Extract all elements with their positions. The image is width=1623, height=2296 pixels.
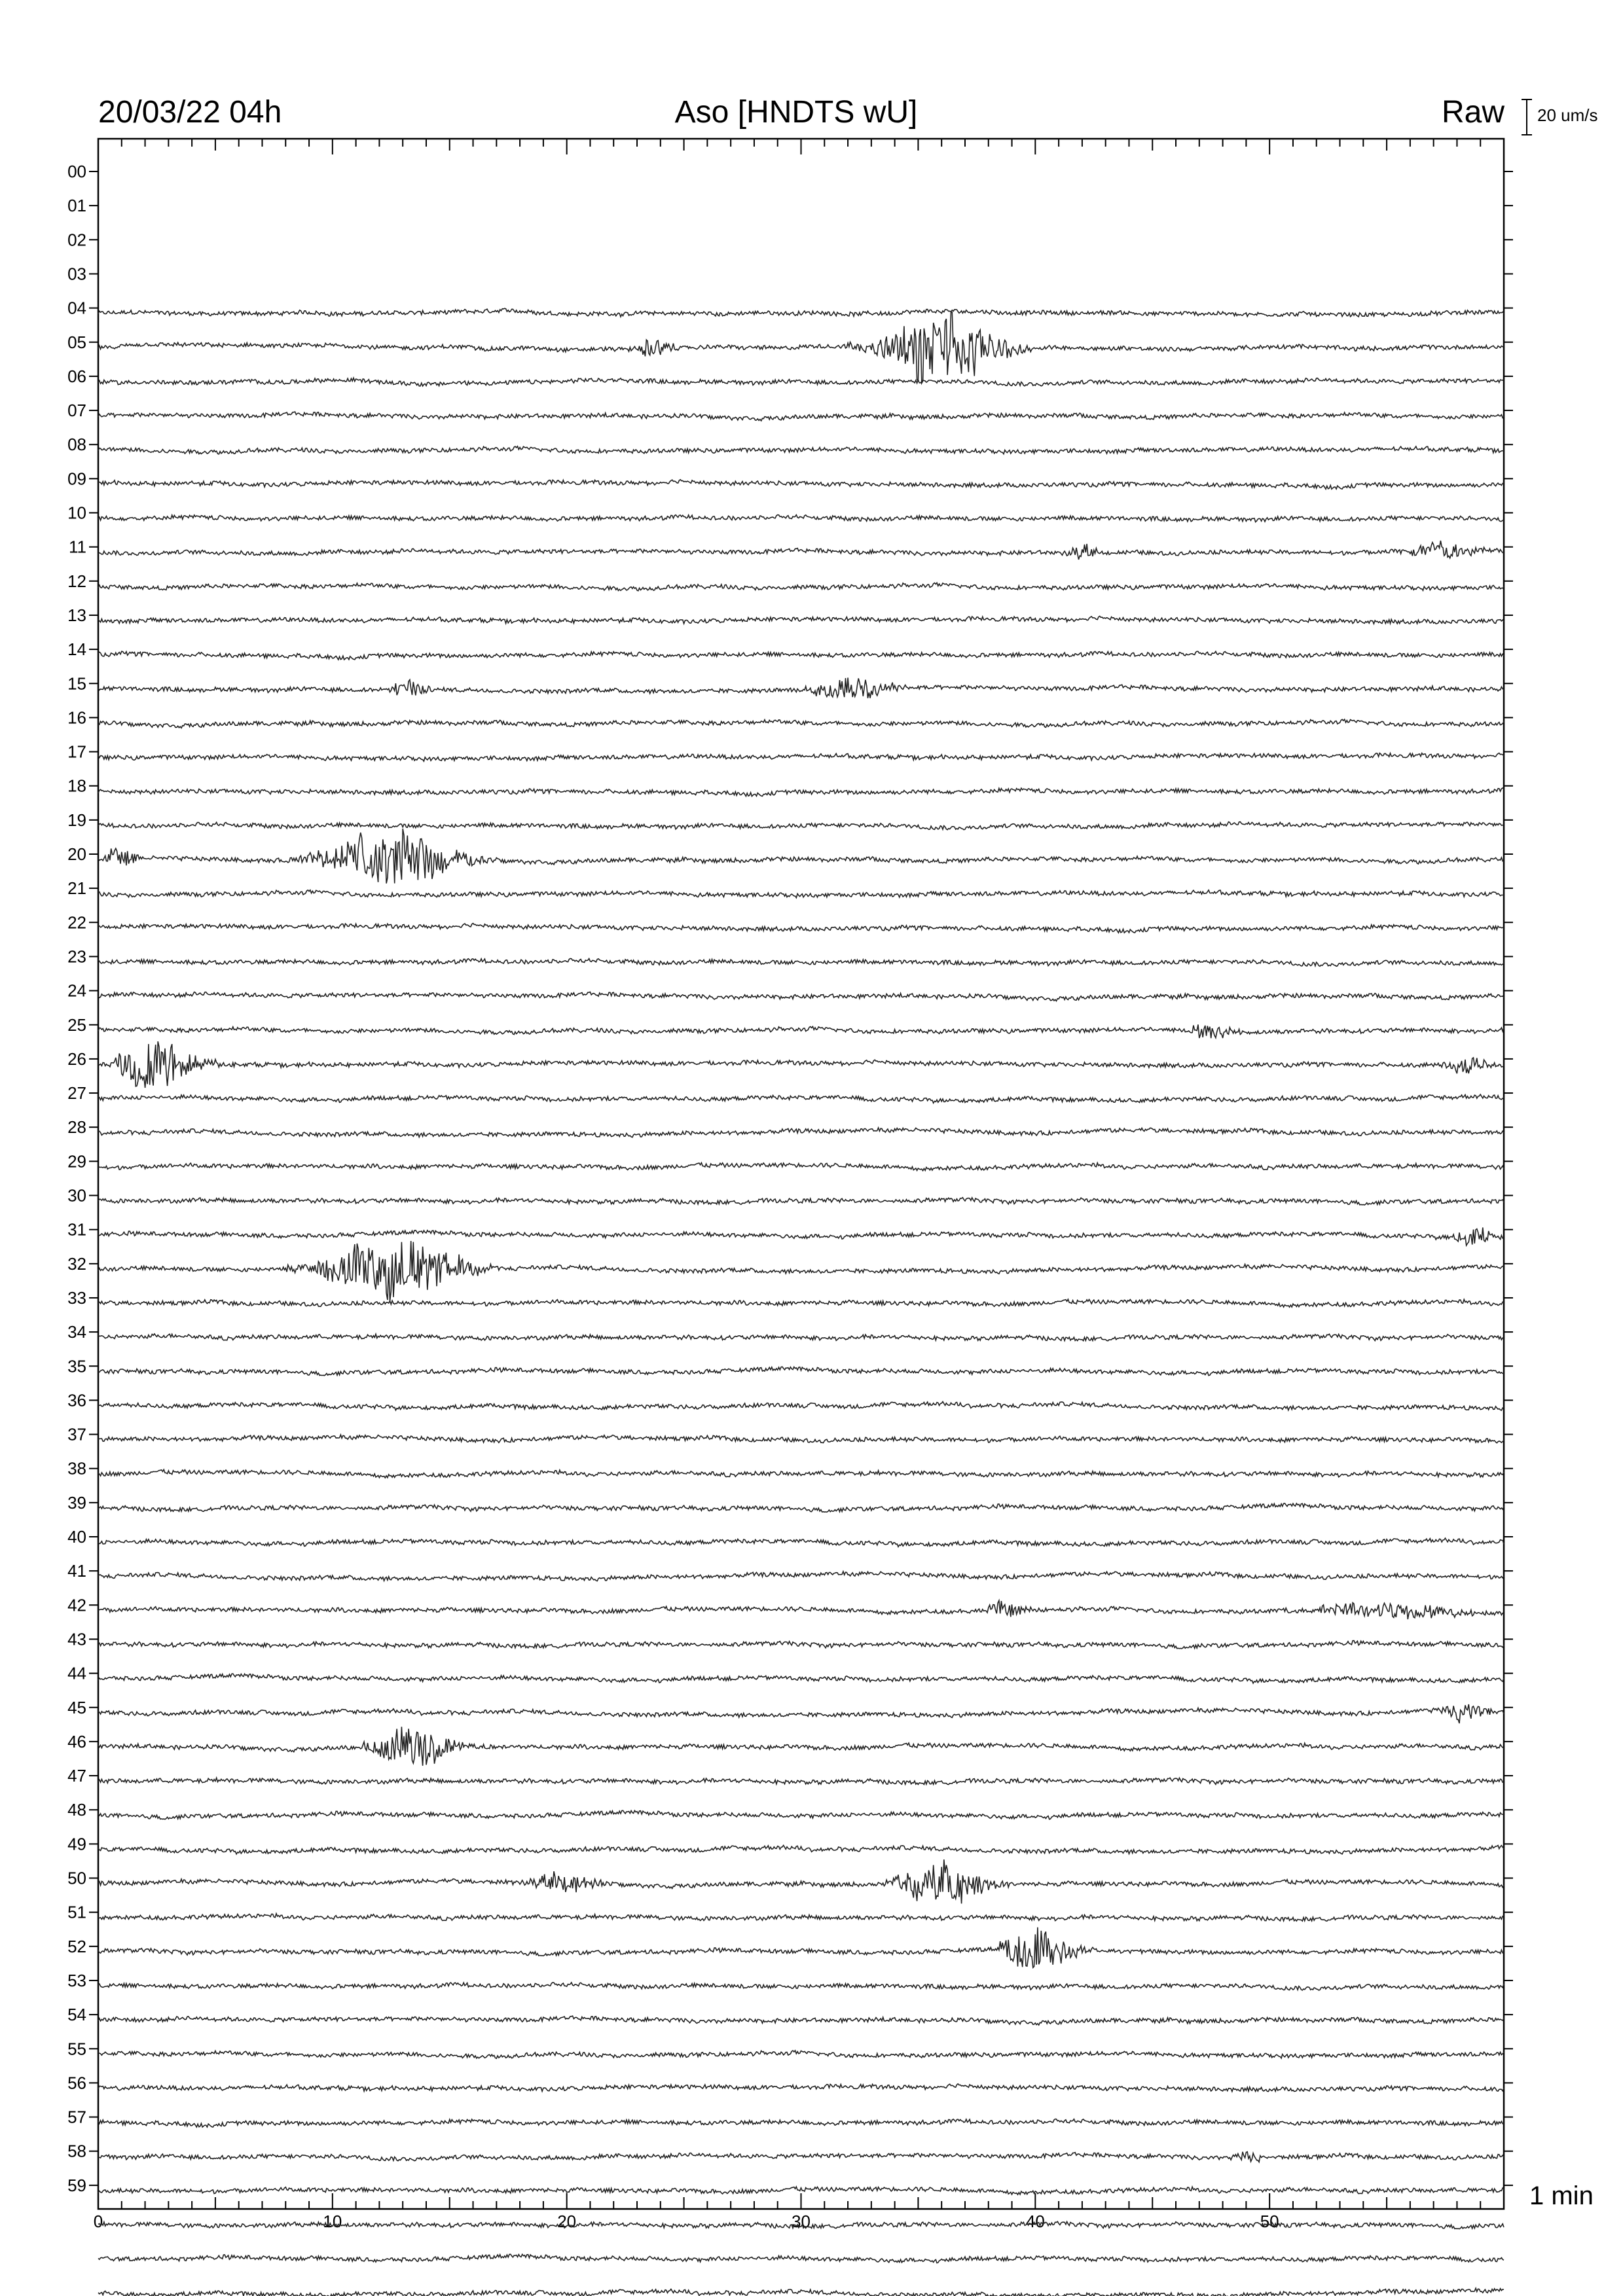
row-label: 37: [67, 1424, 86, 1444]
trace-line: [98, 1914, 1504, 1921]
row-label: 42: [67, 1595, 86, 1615]
trace-line: [98, 541, 1504, 560]
row-label: 01: [67, 196, 86, 216]
row-label: 53: [67, 1970, 86, 1990]
trace-line: [98, 1704, 1504, 1723]
date-hour-label: 20/03/22 04h: [98, 95, 282, 130]
trace-line: [98, 1469, 1504, 1478]
row-label: 16: [67, 708, 86, 728]
trace-line: [98, 312, 1504, 384]
trace-line: [98, 1859, 1504, 1903]
trace-line: [98, 1094, 1504, 1103]
trace-line: [98, 1928, 1504, 1968]
trace-line: [98, 1571, 1504, 1581]
trace-line: [98, 677, 1504, 698]
row-label: 17: [67, 742, 86, 762]
trace-line: [98, 1128, 1504, 1138]
trace-line: [98, 1041, 1504, 1088]
trace-line: [98, 2051, 1504, 2058]
x-tick-label: 40: [1025, 2212, 1045, 2231]
row-labels: [67, 162, 1513, 2195]
row-label: 28: [67, 1117, 86, 1138]
row-label: 10: [67, 503, 86, 523]
trace-line: [98, 1435, 1504, 1443]
trace-line: [98, 1600, 1504, 1619]
row-label: 58: [67, 2141, 86, 2161]
station-title: Aso [HNDTS wU]: [674, 95, 918, 130]
trace-line: [98, 616, 1504, 624]
trace-line: [98, 822, 1504, 830]
row-label: 34: [67, 1322, 86, 1342]
x-tick-label: 20: [557, 2212, 577, 2231]
row-label: 06: [67, 366, 86, 386]
row-label: 30: [67, 1185, 86, 1206]
row-label: 49: [67, 1834, 86, 1854]
row-label: 12: [67, 571, 86, 591]
row-label: 29: [67, 1151, 86, 1172]
row-label: 48: [67, 1800, 86, 1820]
traces: [98, 308, 1504, 2296]
trace-line: [98, 959, 1504, 967]
row-label: 05: [67, 332, 86, 352]
row-label: 31: [67, 1219, 86, 1240]
row-label: 27: [67, 1083, 86, 1103]
row-label: 04: [67, 298, 86, 318]
amplitude-scale-label: 20 um/s: [1537, 105, 1598, 125]
row-label: 03: [67, 264, 86, 284]
row-label: 07: [67, 401, 86, 421]
trace-line: [98, 719, 1504, 728]
row-label: 25: [67, 1014, 86, 1035]
row-label: 19: [67, 810, 86, 830]
trace-line: [98, 1641, 1504, 1649]
row-label: 59: [67, 2175, 86, 2195]
trace-line: [98, 308, 1504, 317]
x-tick-label: 30: [792, 2212, 811, 2231]
row-label: 22: [67, 912, 86, 933]
trace-line: [98, 1810, 1504, 1819]
trace-line: [98, 2254, 1504, 2263]
trace-line: [98, 480, 1504, 490]
trace-line: [98, 378, 1504, 386]
row-label: 47: [67, 1766, 86, 1786]
trace-line: [98, 1163, 1504, 1171]
trace-line: [98, 992, 1504, 1001]
row-label: 23: [67, 946, 86, 967]
trace-line: [98, 1982, 1504, 1990]
trace-line: [98, 2016, 1504, 2025]
trace-line: [98, 1538, 1504, 1547]
row-label: 38: [67, 1458, 86, 1479]
row-label: 55: [67, 2039, 86, 2059]
trace-line: [98, 651, 1504, 660]
trace-line: [98, 1845, 1504, 1854]
row-label: 51: [67, 1902, 86, 1922]
row-label: 54: [67, 2005, 86, 2025]
trace-line: [98, 753, 1504, 762]
row-label: 14: [67, 639, 86, 660]
trace-line: [98, 1241, 1504, 1301]
row-label: 50: [67, 1868, 86, 1888]
trace-line: [98, 446, 1504, 454]
x-tick-label: 0: [93, 2212, 103, 2231]
row-label: 20: [67, 844, 86, 864]
row-label: 40: [67, 1527, 86, 1547]
row-label: 15: [67, 673, 86, 694]
row-label: 36: [67, 1390, 86, 1410]
trace-line: [98, 1402, 1504, 1410]
trace-line: [98, 829, 1504, 884]
trace-line: [98, 2152, 1504, 2162]
row-label: 56: [67, 2073, 86, 2093]
trace-line: [98, 515, 1504, 522]
trace-line: [98, 2288, 1504, 2296]
trace-line: [98, 412, 1504, 421]
trace-line: [98, 1227, 1504, 1245]
mode-label: Raw: [1441, 95, 1504, 130]
row-label: 44: [67, 1663, 86, 1683]
trace-line: [98, 1367, 1504, 1375]
trace-line: [98, 788, 1504, 797]
row-label: 57: [67, 2107, 86, 2127]
row-label: 35: [67, 1356, 86, 1376]
trace-line: [98, 2084, 1504, 2092]
duration-label: 1 min: [1529, 2181, 1594, 2210]
trace-line: [98, 924, 1504, 933]
row-label: 08: [67, 435, 86, 455]
trace-line: [98, 890, 1504, 898]
row-label: 21: [67, 878, 86, 899]
row-label: 18: [67, 776, 86, 796]
trace-line: [98, 1334, 1504, 1341]
trace-line: [98, 1198, 1504, 1205]
row-label: 02: [67, 230, 86, 250]
trace-line: [98, 1727, 1504, 1766]
x-tick-label: 50: [1260, 2212, 1279, 2231]
trace-line: [98, 1503, 1504, 1512]
row-label: 11: [69, 537, 86, 557]
row-label: 26: [67, 1049, 86, 1069]
row-label: 41: [67, 1561, 86, 1581]
row-label: 52: [67, 1936, 86, 1956]
row-label: 39: [67, 1492, 86, 1513]
row-label: 09: [67, 469, 86, 489]
row-label: 24: [67, 980, 86, 1001]
trace-line: [98, 1024, 1504, 1038]
row-label: 00: [67, 162, 86, 181]
row-label: 13: [67, 605, 86, 625]
trace-line: [98, 583, 1504, 590]
x-tick-label: 10: [323, 2212, 342, 2231]
row-label: 33: [67, 1287, 86, 1308]
trace-line: [98, 1299, 1504, 1307]
trace-line: [98, 2119, 1504, 2127]
trace-line: [98, 1674, 1504, 1683]
row-label: 43: [67, 1629, 86, 1649]
row-label: 32: [67, 1253, 86, 1274]
trace-line: [98, 1778, 1504, 1784]
row-label: 46: [67, 1731, 86, 1751]
row-label: 45: [67, 1697, 86, 1717]
